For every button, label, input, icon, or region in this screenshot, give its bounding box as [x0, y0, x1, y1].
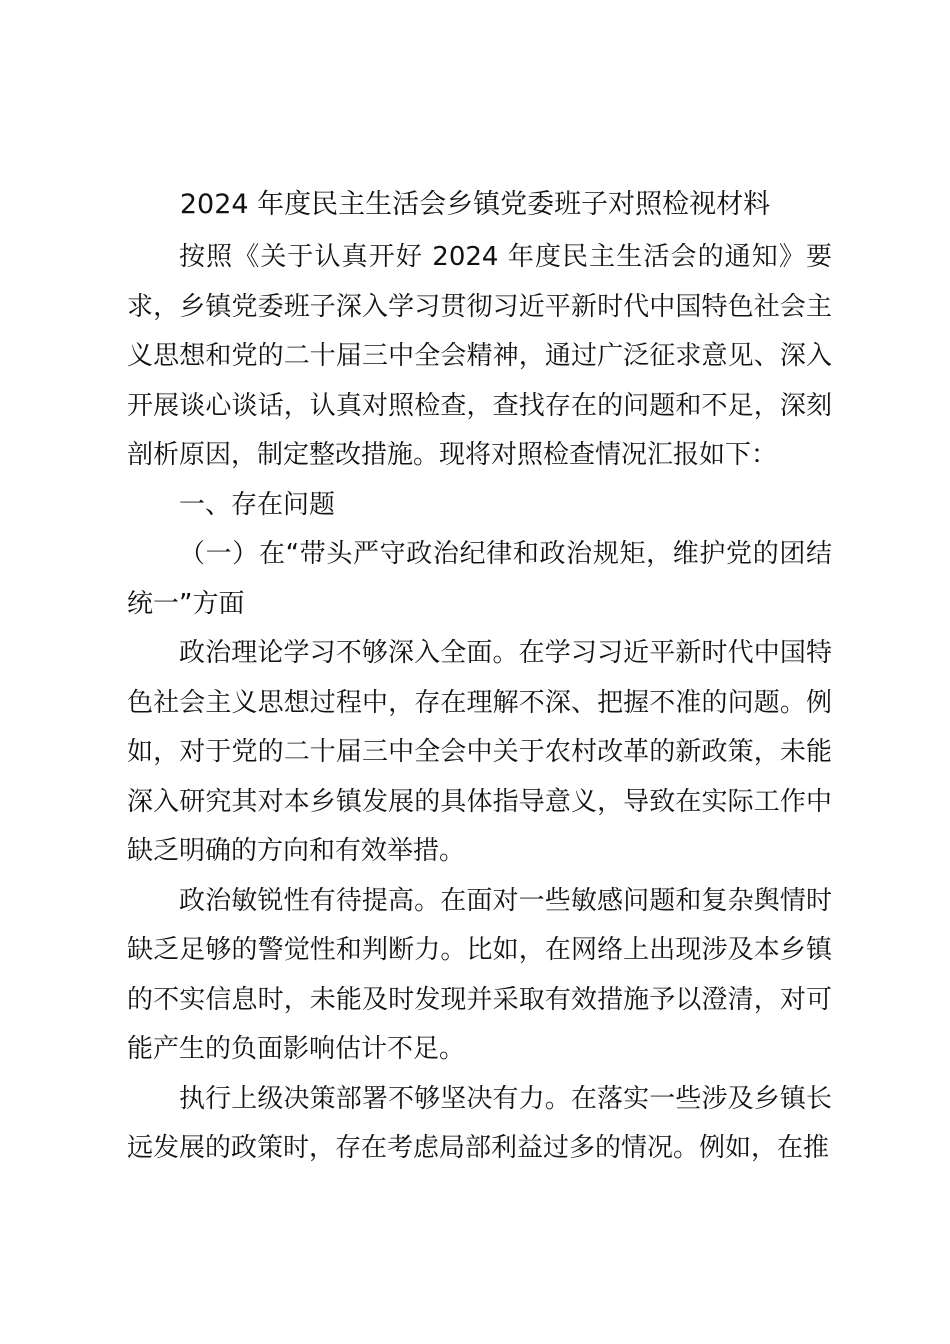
- body-paragraph: 政治敏锐性有待提高。在面对一些敏感问题和复杂舆情时缺乏足够的警觉性和判断力。比如，在网络上出现涉及本乡镇的不实信息时，未能及时发现并采取有效措施予以澄清，对可能产生的负面影响估计不足。: [127, 885, 832, 1064]
- section-heading-problems: 一、存在问题: [179, 489, 336, 520]
- body-paragraph: 政治理论学习不够深入全面。在学习习近平新时代中国特色社会主义思想过程中，存在理解不深、把握不准的问题。例如，对于党的二十届三中全会中关于农村改革的新政策，未能深入研究其对本乡镇发展的具体指导意义，导致在实际工作中缺乏明确的方向和有效举措。: [127, 638, 832, 866]
- document-body: [127, 233, 832, 1174]
- body-paragraph: 执行上级决策部署不够坚决有力。在落实一些涉及乡镇长远发展的政策时，存在考虑局部利益过多的情况。例如，在推: [127, 1083, 832, 1163]
- document-title: 2024 年度民主生活会乡镇党委班子对照检视材料: [179, 189, 771, 220]
- intro-paragraph: 按照《关于认真开好 2024 年度民主生活会的通知》要求，乡镇党委班子深入学习贯彻习近平新时代中国特色社会主义思想和党的二十届三中全会精神，通过广泛征求意见、深入开展谈心谈话，认真对照检查，查找存在的问题和不足，深刻剖析原因，制定整改措施。现将对照检查情况汇报如下：: [127, 242, 832, 470]
- subsection-heading-1: （一）在“带头严守政治纪律和政治规矩，维护党的团结统一”方面: [127, 539, 832, 619]
